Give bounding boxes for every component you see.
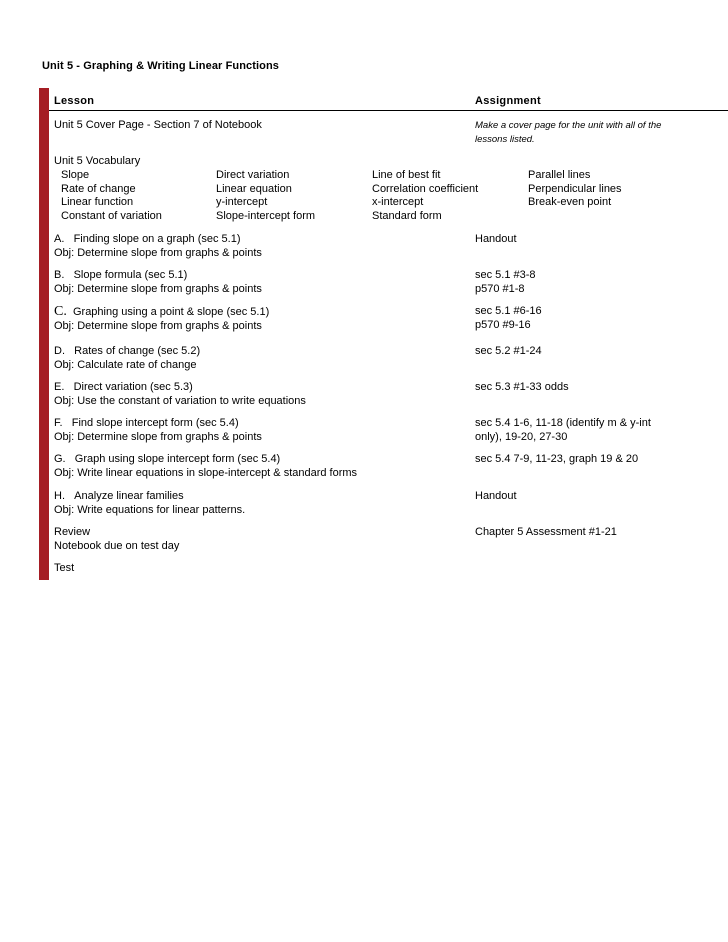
vocab-term: x-intercept	[372, 196, 424, 209]
header-divider	[49, 110, 728, 111]
lesson-objective: Obj: Write equations for linear patterns.	[54, 503, 246, 516]
vocab-column-3	[372, 169, 478, 223]
lesson-letter: D.	[54, 345, 65, 357]
lesson-letter: A.	[54, 233, 65, 245]
lesson-title: Graph using slope intercept form (sec 5.4)	[74, 453, 281, 465]
lesson-letter: B.	[54, 269, 65, 281]
lesson-letter: H.	[54, 490, 65, 502]
cover-lesson: Unit 5 Cover Page - Section 7 of Notebook	[54, 119, 262, 131]
vocab-term: Correlation coefficient	[372, 182, 479, 195]
assignment-cell	[475, 345, 542, 359]
lesson-cell	[54, 490, 245, 517]
review-title: Review	[54, 526, 91, 538]
assignment-cell	[475, 305, 542, 332]
lesson-objective: Obj: Determine slope from graphs & points	[54, 430, 262, 443]
assignment-cell	[475, 417, 651, 444]
assignment-cell	[475, 526, 617, 540]
lesson-letter: F.	[54, 417, 63, 429]
assignment-line: sec 5.4 7-9, 11-23, graph 19 & 20	[475, 453, 639, 465]
assignment-line: only), 19-20, 27-30	[475, 430, 568, 443]
vocab-column-4	[528, 169, 622, 210]
lesson-objective: Obj: Determine slope from graphs & points	[54, 319, 262, 332]
vocab-term: Parallel lines	[528, 169, 591, 181]
assignment-cell	[475, 381, 569, 395]
vocab-term: y-intercept	[216, 196, 268, 209]
lesson-objective: Obj: Use the constant of variation to write equations	[54, 394, 306, 407]
vocab-term: Standard form	[372, 209, 442, 222]
assignment-line: Handout	[475, 233, 517, 245]
lesson-objective: Obj: Determine slope from graphs & points	[54, 282, 262, 295]
review-note: Notebook due on test day	[54, 539, 180, 552]
assignment-line: p570 #9-16	[475, 318, 531, 331]
lesson-objective: Obj: Calculate rate of change	[54, 358, 197, 371]
assignment-cell	[475, 233, 517, 247]
test-cell: Test	[54, 562, 75, 574]
vocab-term: Slope	[61, 169, 90, 181]
cover-assignment-line1: Make a cover page for the unit with all of the	[475, 120, 662, 131]
lesson-cell	[54, 381, 306, 408]
vocab-term: Line of best fit	[372, 169, 441, 181]
lesson-title: Graphing using a point & slope (sec 5.1)	[72, 306, 270, 318]
lesson-title: Analyze linear families	[74, 490, 184, 502]
vocab-term: Break-even point	[528, 196, 612, 209]
vocab-term: Slope-intercept form	[216, 209, 316, 222]
vocab-term: Linear equation	[216, 182, 292, 195]
assignment-line: sec 5.1 #3-8	[475, 269, 536, 281]
assignment-cell	[475, 490, 517, 504]
lesson-title: Rates of change (sec 5.2)	[74, 345, 201, 357]
assignment-line: Chapter 5 Assessment #1-21	[475, 526, 617, 538]
assignment-cell	[475, 269, 536, 296]
assignment-line: p570 #1-8	[475, 282, 525, 295]
assignment-line: sec 5.4 1-6, 11-18 (identify m & y-int	[475, 417, 651, 429]
vocab-term: Perpendicular lines	[528, 182, 622, 195]
vocab-column-2	[216, 169, 315, 223]
lesson-letter: C.	[54, 304, 67, 319]
vocab-term: Direct variation	[216, 169, 290, 181]
vocab-term: Rate of change	[61, 182, 136, 195]
assignment-line: sec 5.2 #1-24	[475, 345, 542, 357]
assignment-line: sec 5.3 #1-33 odds	[475, 381, 569, 393]
accent-bar	[39, 88, 49, 580]
assignment-line: Handout	[475, 490, 517, 502]
lesson-cell	[54, 269, 262, 296]
lesson-cell	[54, 417, 262, 444]
cover-assignment	[475, 119, 661, 147]
lesson-header: Lesson	[54, 95, 95, 107]
lesson-title: Finding slope on a graph (sec 5.1)	[73, 233, 241, 245]
assignment-cell	[475, 453, 638, 467]
lesson-objective: Obj: Determine slope from graphs & points	[54, 246, 262, 259]
lesson-cell	[54, 453, 357, 480]
lesson-title: Direct variation (sec 5.3)	[73, 381, 193, 393]
lesson-objective: Obj: Write linear equations in slope-intercept & standard forms	[54, 466, 358, 479]
lesson-cell	[54, 233, 262, 260]
cover-assignment-line2: lessons listed.	[475, 134, 535, 145]
lesson-letter: G.	[54, 453, 66, 465]
assignment-line: sec 5.1 #6-16	[475, 305, 542, 317]
assignment-header: Assignment	[475, 95, 541, 107]
lesson-cell	[54, 345, 200, 372]
review-cell	[54, 526, 179, 553]
vocab-title: Unit 5 Vocabulary	[54, 155, 141, 167]
lesson-letter: E.	[54, 381, 65, 393]
vocab-term: Linear function	[61, 196, 134, 209]
lesson-title: Find slope intercept form (sec 5.4)	[71, 417, 239, 429]
vocab-column-1	[61, 169, 162, 223]
lesson-cell	[54, 305, 269, 333]
vocab-term: Constant of variation	[61, 209, 162, 222]
lesson-title: Slope formula (sec 5.1)	[73, 269, 188, 281]
page-title: Unit 5 - Graphing & Writing Linear Functions	[42, 60, 280, 72]
